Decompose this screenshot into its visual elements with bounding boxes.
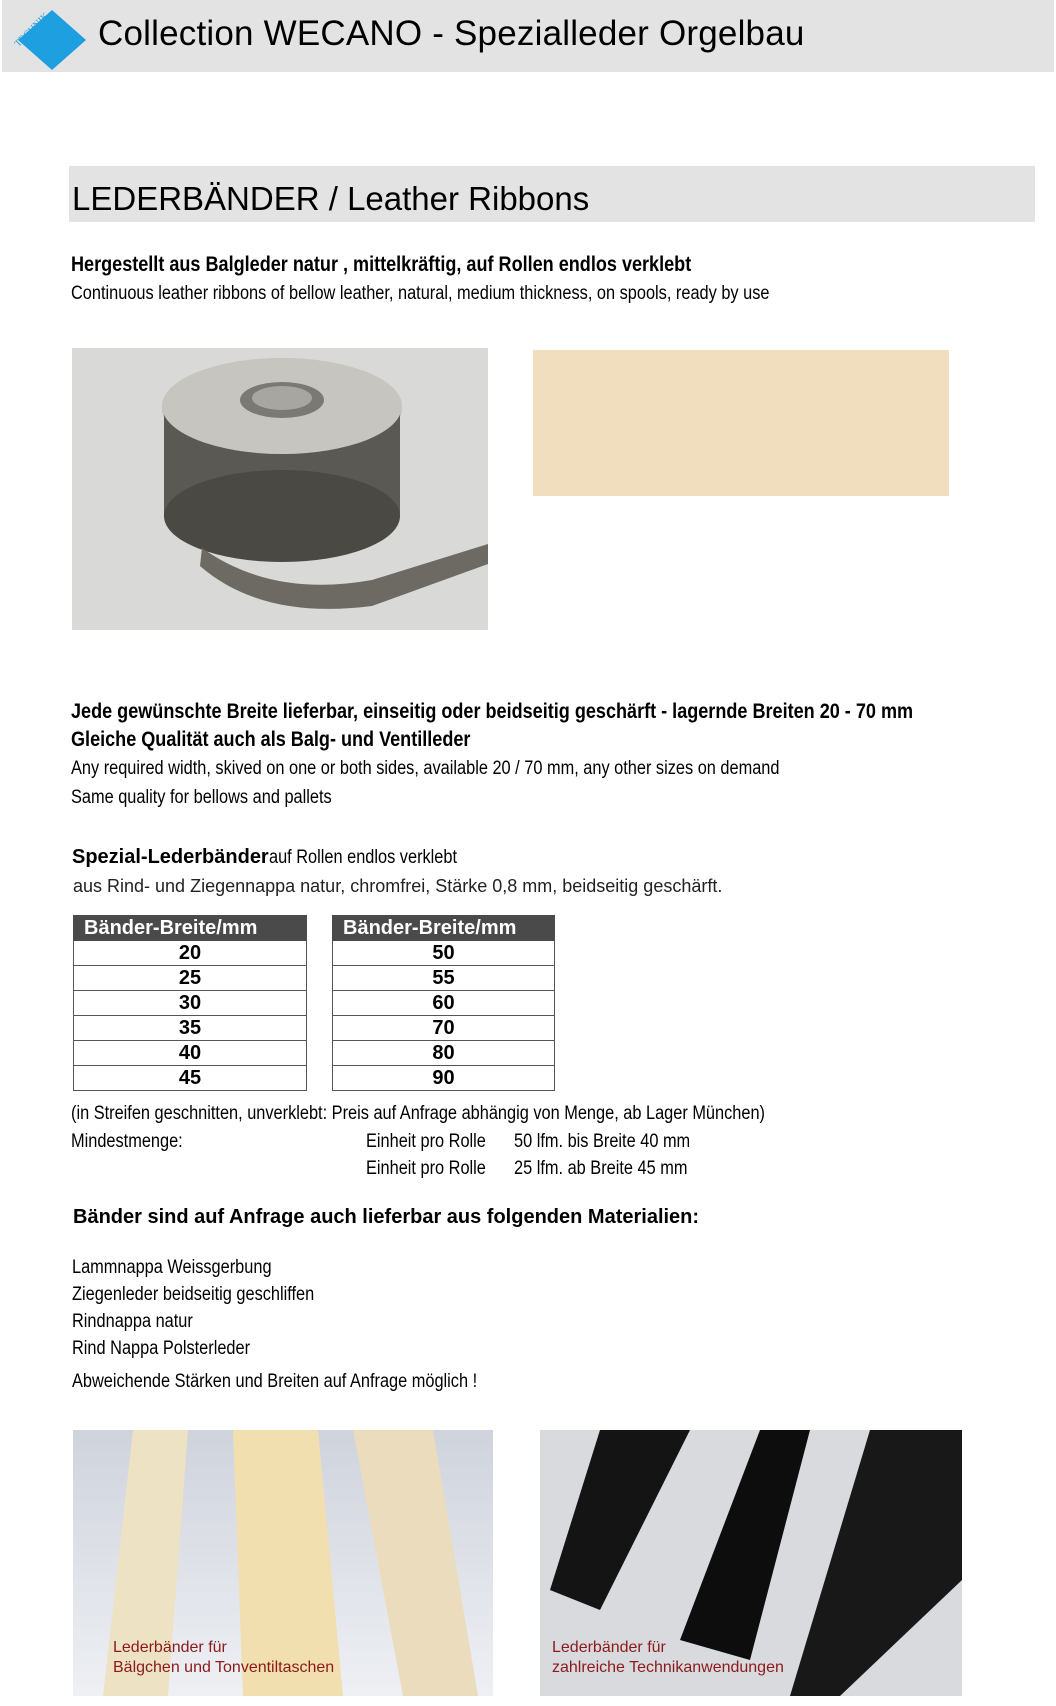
light-leather-strips-image (73, 1430, 493, 1696)
strips-note: (in Streifen geschnitten, unverklebt: Preis auf Anfrage abhängig von Menge, ab Lager München) (71, 1103, 765, 1124)
table-right-cell: 60 (333, 991, 555, 1016)
caption-left-line-2: Bälgchen und Tonventiltaschen (113, 1659, 335, 1676)
table-left-header: Bänder-Breite/mm (74, 916, 307, 941)
caption-right-line-1: Lederbänder für (552, 1639, 666, 1656)
special-title-bold: Spezial-Lederbänder (72, 846, 269, 868)
special-subtitle: aus Rind- und Ziegennappa natur, chromfrei, Stärke 0,8 mm, beidseitig geschärft. (73, 876, 723, 896)
quantity-2: 25 lfm. ab Breite 45 mm (514, 1158, 688, 1179)
black-leather-strips-image (540, 1430, 962, 1696)
material-item: Lammnappa Weissgerbung (72, 1257, 272, 1278)
details-line-2: Gleiche Qualität auch als Balg- und Ventilleder (71, 728, 471, 751)
width-table-left (73, 915, 307, 1091)
section-title: LEDERBÄNDER / Leather Ribbons (72, 180, 590, 217)
table-right-cell: 80 (333, 1041, 555, 1066)
caption-left-line-1: Lederbänder für (113, 1639, 227, 1656)
logo-text: TECHNIK (12, 10, 52, 50)
materials-note: Abweichende Stärken und Breiten auf Anfrage möglich ! (72, 1371, 478, 1392)
leather-texture-image (533, 350, 949, 496)
table-right-header: Bänder-Breite/mm (333, 916, 555, 941)
unit-label-2: Einheit pro Rolle (366, 1158, 486, 1179)
technik-logo-icon (10, 6, 88, 72)
quantity-1: 50 lfm. bis Breite 40 mm (514, 1131, 691, 1152)
width-table-right (332, 915, 555, 1091)
material-item: Rindnappa natur (72, 1311, 193, 1332)
table-left-cell: 40 (74, 1041, 307, 1066)
min-quantity-label: Mindestmenge: (71, 1131, 183, 1152)
materials-title: Bänder sind auf Anfrage auch lieferbar aus folgenden Materialien: (73, 1206, 700, 1228)
table-right-cell: 50 (333, 941, 555, 966)
table-left-cell: 25 (74, 966, 307, 991)
page-title: Collection WECANO - Spezialleder Orgelbau (98, 14, 805, 53)
table-left-cell: 45 (74, 1066, 307, 1091)
intro-de: Hergestellt aus Balgleder natur , mittelkräftig, auf Rollen endlos verklebt (71, 253, 692, 276)
special-title-rest: auf Rollen endlos verklebt (268, 847, 457, 868)
details-line-3: Any required width, skived on one or both sides, available 20 / 70 mm, any other sizes on demand (71, 758, 780, 779)
material-item: Ziegenleder beidseitig geschliffen (72, 1284, 315, 1305)
details-line-1: Jede gewünschte Breite lieferbar, einseitig oder beidseitig geschärft - lagernde Breiten 20 - 70 mm (71, 700, 914, 723)
table-left-cell: 20 (74, 941, 307, 966)
table-left-cell: 35 (74, 1016, 307, 1041)
intro-en: Continuous leather ribbons of bellow leather, natural, medium thickness, on spools, ready by use (71, 283, 770, 304)
table-right-cell: 90 (333, 1066, 555, 1091)
table-right-cell: 55 (333, 966, 555, 991)
caption-right-line-2: zahlreiche Technikanwendungen (552, 1659, 784, 1676)
table-right-cell: 70 (333, 1016, 555, 1041)
table-left-cell: 30 (74, 991, 307, 1016)
material-item: Rind Nappa Polsterleder (72, 1338, 251, 1359)
leather-roll-image (72, 348, 488, 630)
unit-label-1: Einheit pro Rolle (366, 1131, 486, 1152)
details-line-4: Same quality for bellows and pallets (71, 787, 332, 808)
special-title (72, 846, 487, 869)
